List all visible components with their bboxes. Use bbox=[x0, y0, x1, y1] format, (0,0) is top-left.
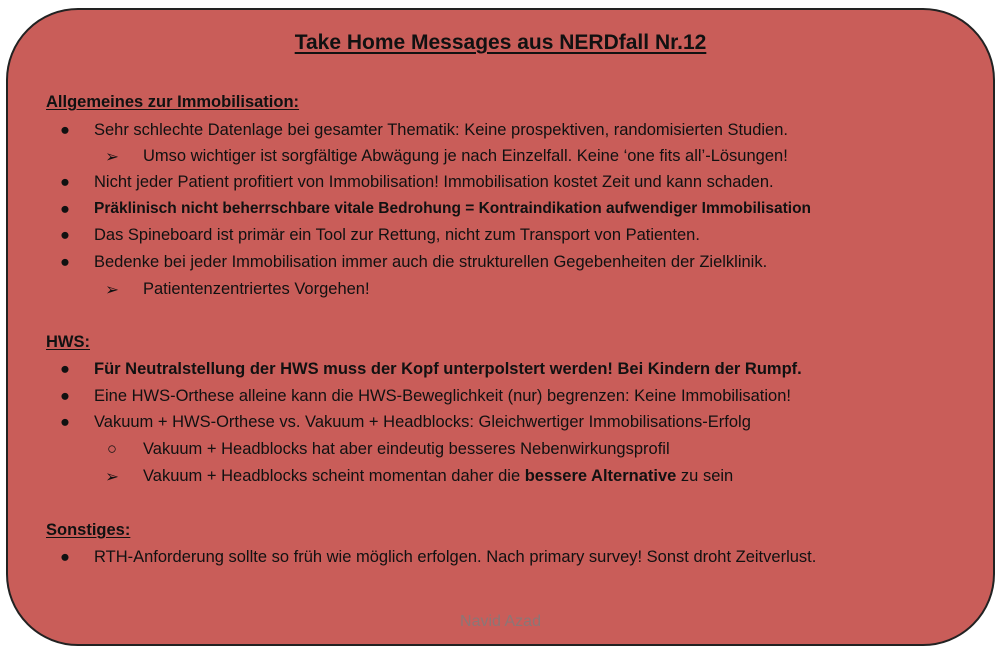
list-item-text: Das Spineboard ist primär ein Tool zur Rettung, nicht zum Transport von Patienten. bbox=[94, 226, 700, 244]
list-item-text: RTH-Anforderung sollte so früh wie möglich erfolgen. Nach primary survey! Sonst droht Zeitverlust. bbox=[94, 548, 817, 566]
list-item-text: Bedenke bei jeder Immobilisation immer auch die strukturellen Gegebenheiten der Zielklinik. bbox=[94, 253, 768, 271]
bullet-dot-icon: ● bbox=[60, 173, 70, 191]
list-item-text: Vakuum + Headblocks hat aber eindeutig besseres Nebenwirkungsprofil bbox=[143, 440, 670, 458]
circle-bullet-icon: ○ bbox=[107, 440, 117, 458]
text-suffix: zu sein bbox=[676, 467, 734, 485]
take-home-card bbox=[6, 8, 995, 646]
bullet-dot-icon: ● bbox=[60, 387, 70, 405]
arrow-bullet-icon: ➢ bbox=[105, 468, 119, 486]
arrow-bullet-icon: ➢ bbox=[105, 148, 119, 166]
page-title: Take Home Messages aus NERDfall Nr.12 bbox=[294, 31, 707, 54]
bullet-dot-icon: ● bbox=[60, 253, 70, 271]
list-item-text: Präklinisch nicht beherrschbare vitale Bedrohung = Kontraindikation aufwendiger Immobilisation bbox=[94, 200, 812, 217]
bullet-dot-icon: ● bbox=[60, 200, 70, 218]
arrow-bullet-icon: ➢ bbox=[105, 281, 119, 299]
section-heading-misc: Sonstiges: bbox=[46, 521, 131, 539]
bullet-dot-icon: ● bbox=[60, 226, 70, 244]
list-item-text: Für Neutralstellung der HWS muss der Kopf unterpolstert werden! Bei Kindern der Rumpf. bbox=[94, 360, 802, 378]
text-emphasis: bessere Alternative bbox=[524, 467, 677, 485]
section-heading-general: Allgemeines zur Immobilisation: bbox=[46, 93, 300, 111]
bullet-dot-icon: ● bbox=[60, 413, 70, 431]
list-item-text: Nicht jeder Patient profitiert von Immobilisation! Immobilisation kostet Zeit und kann schaden. bbox=[94, 173, 774, 191]
list-item-text: Sehr schlechte Datenlage bei gesamter Thematik: Keine prospektiven, randomisierten Studien. bbox=[94, 121, 788, 139]
list-item-text bbox=[143, 467, 733, 486]
list-item-text: Umso wichtiger ist sorgfältige Abwägung je nach Einzelfall. Keine ‘one fits all’-Lösungen! bbox=[143, 147, 788, 165]
bullet-dot-icon: ● bbox=[60, 360, 70, 378]
list-item-text: Patientenzentriertes Vorgehen! bbox=[143, 280, 370, 298]
section-heading-hws: HWS: bbox=[46, 333, 90, 351]
list-item-text: Vakuum + HWS-Orthese vs. Vakuum + Headblocks: Gleichwertiger Immobilisations-Erfolg bbox=[94, 413, 751, 431]
bullet-dot-icon: ● bbox=[60, 121, 70, 139]
author-footer: Navid Azad bbox=[460, 613, 541, 630]
list-item-text: Eine HWS-Orthese alleine kann die HWS-Beweglichkeit (nur) begrenzen: Keine Immobilisation! bbox=[94, 387, 791, 405]
text-prefix: Vakuum + Headblocks scheint momentan daher die bbox=[143, 467, 525, 485]
bullet-dot-icon: ● bbox=[60, 548, 70, 566]
